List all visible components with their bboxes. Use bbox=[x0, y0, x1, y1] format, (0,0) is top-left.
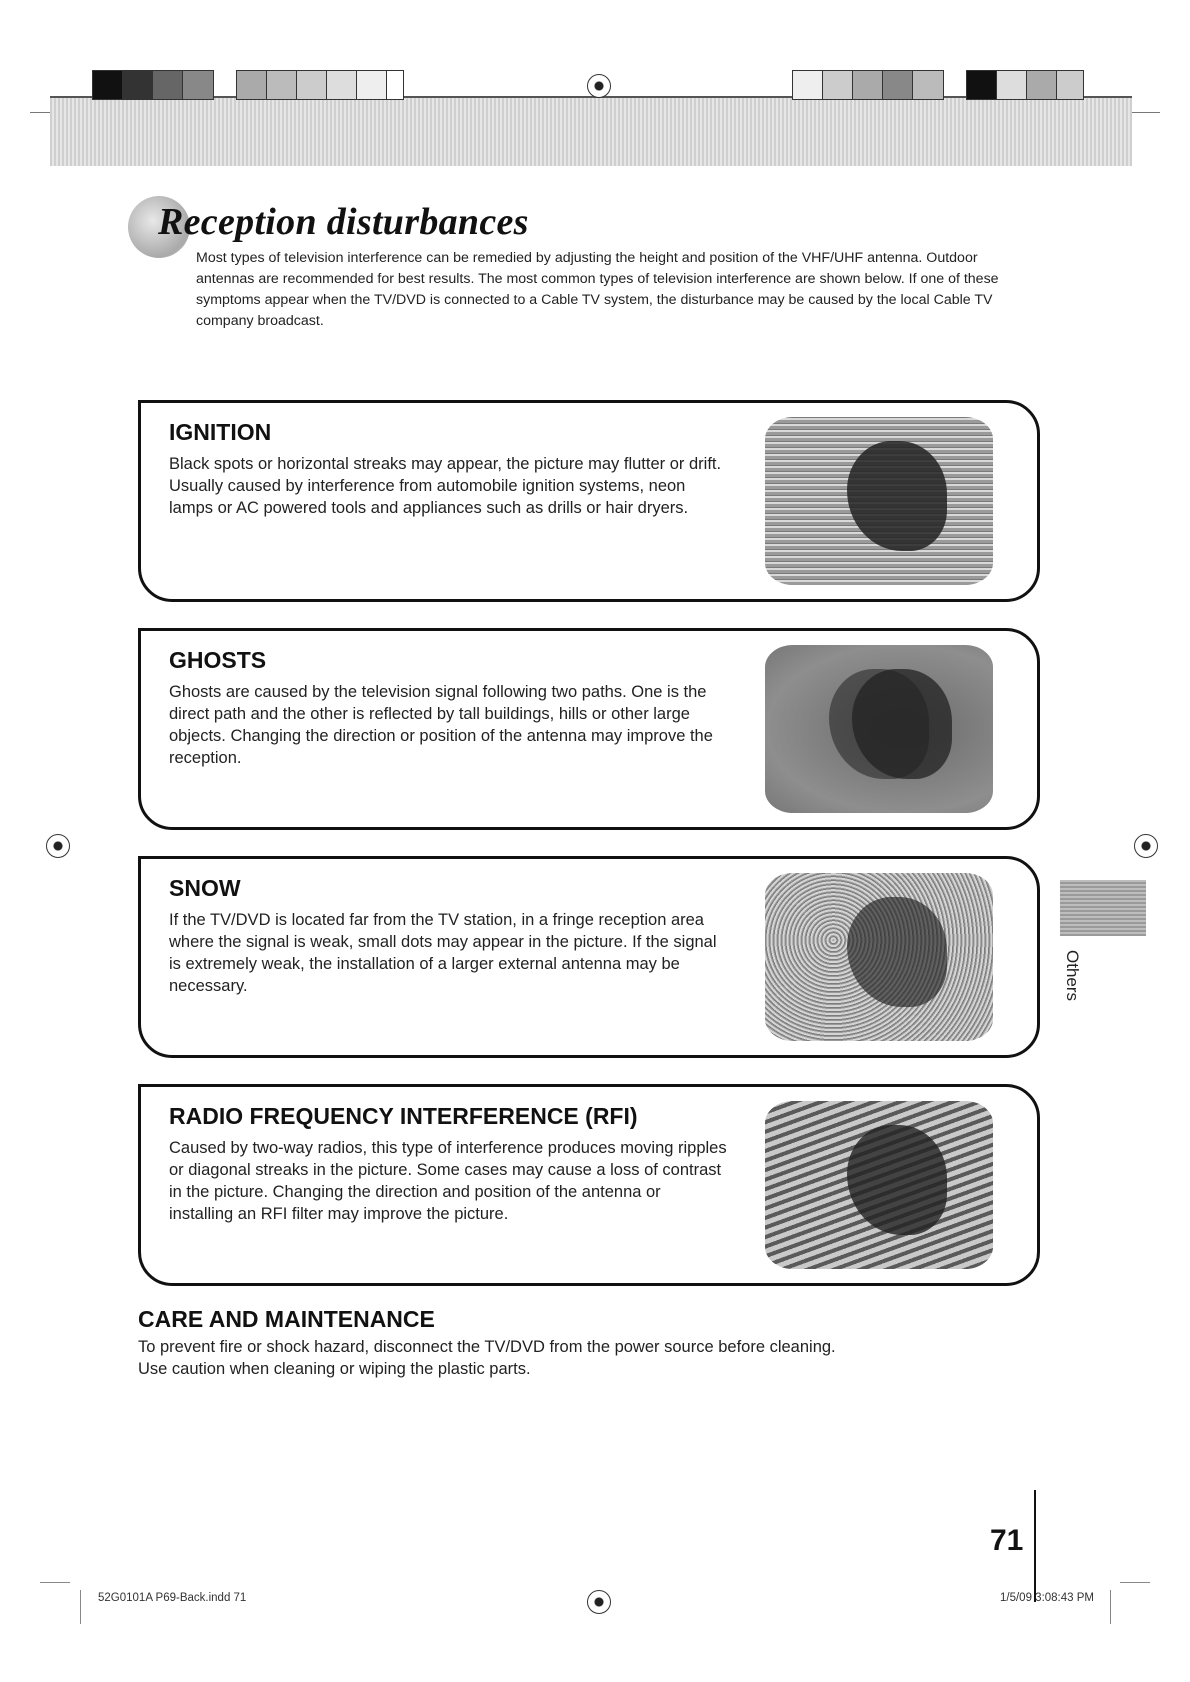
section-text: Ghosts are caused by the television signal following two paths. One is the direct path and the other is reflected by tall buildings, hills or other large objects. Changing the direction or position of the antenna may improve the reception. bbox=[169, 683, 713, 767]
side-tab bbox=[1060, 880, 1146, 936]
crop-mark bbox=[1110, 1590, 1111, 1624]
color-swatch bbox=[912, 70, 944, 100]
section-heading: RADIO FREQUENCY INTERFERENCE (RFI) bbox=[169, 1103, 638, 1129]
section-text: If the TV/DVD is located far from the TV station, in a fringe reception area where the signal is weak, small dots may appear in the picture. If the signal is extremely weak, the installation of a larger external antenna may be necessary. bbox=[169, 911, 717, 995]
registration-mark-icon bbox=[587, 1590, 611, 1614]
crop-mark bbox=[80, 1590, 81, 1624]
section-card-rfi bbox=[138, 1084, 1040, 1286]
color-swatch bbox=[266, 70, 298, 100]
ghost-face-image bbox=[847, 1125, 947, 1236]
header-band bbox=[50, 96, 1132, 166]
registration-mark-icon bbox=[1134, 834, 1158, 858]
ghost-face-image bbox=[847, 441, 947, 552]
page-number: 71 bbox=[990, 1524, 1024, 1557]
registration-mark-icon bbox=[587, 74, 611, 98]
color-swatch bbox=[92, 70, 124, 100]
page-title: Reception disturbances bbox=[158, 201, 529, 243]
color-swatch bbox=[882, 70, 914, 100]
tv-snow-image bbox=[765, 873, 993, 1041]
color-swatch bbox=[966, 70, 998, 100]
footer-timestamp: 1/5/09 3:08:43 PM bbox=[1000, 1592, 1094, 1604]
color-swatch bbox=[182, 70, 214, 100]
section-heading: IGNITION bbox=[169, 419, 272, 445]
care-heading: CARE AND MAINTENANCE bbox=[138, 1306, 435, 1332]
section-card-ignition bbox=[138, 400, 1040, 602]
color-swatch bbox=[822, 70, 854, 100]
section-heading: SNOW bbox=[169, 875, 241, 901]
color-swatch bbox=[326, 70, 358, 100]
section-text: Caused by two-way radios, this type of interference produces moving ripples or diagonal streaks in the picture. Some cases may cause a loss of contrast in the picture. Changing the direction and position of the antenna or installing an RFI filter may improve the picture. bbox=[169, 1139, 727, 1223]
color-swatch bbox=[996, 70, 1028, 100]
crop-mark bbox=[1120, 1582, 1150, 1583]
intro-paragraph: Most types of television interference can be remedied by adjusting the height and position of the VHF/UHF antenna. Outdoor antennas are recommended for best results. The most common types of television interference are shown below. If one of these symptoms appear when the TV/DVD is connected to a Cable TV system, the disturbance may be caused by the local Cable TV company broadcast. bbox=[196, 250, 999, 329]
care-text bbox=[138, 1336, 836, 1380]
color-swatch bbox=[852, 70, 884, 100]
color-swatch bbox=[122, 70, 154, 100]
ghost-face-image bbox=[847, 897, 947, 1008]
section-card-snow bbox=[138, 856, 1040, 1058]
care-line: Use caution when cleaning or wiping the plastic parts. bbox=[138, 1360, 531, 1378]
color-swatch bbox=[792, 70, 824, 100]
section-card-ghosts bbox=[138, 628, 1040, 830]
page-number-rule bbox=[1034, 1490, 1036, 1602]
color-swatch bbox=[296, 70, 328, 100]
care-line: To prevent fire or shock hazard, disconnect the TV/DVD from the power source before cleaning. bbox=[138, 1338, 836, 1356]
tv-rfi-image bbox=[765, 1101, 993, 1269]
color-swatch bbox=[236, 70, 268, 100]
color-swatch bbox=[386, 70, 404, 100]
color-swatch bbox=[1056, 70, 1084, 100]
color-swatch bbox=[152, 70, 184, 100]
registration-mark-icon bbox=[46, 834, 70, 858]
tv-ignition-image bbox=[765, 417, 993, 585]
color-swatch bbox=[356, 70, 388, 100]
side-tab-label: Others bbox=[1063, 950, 1082, 1002]
footer-file-info: 52G0101A P69-Back.indd 71 bbox=[98, 1592, 247, 1604]
tv-ghosts-image bbox=[765, 645, 993, 813]
section-heading: GHOSTS bbox=[169, 647, 267, 673]
crop-mark bbox=[40, 1582, 70, 1583]
color-swatch bbox=[1026, 70, 1058, 100]
section-text: Black spots or horizontal streaks may appear, the picture may flutter or drift. Usually caused by interference from automobile ignition systems, neon lamps or AC powered tools and appliances such as drills or hair dryers. bbox=[169, 455, 722, 517]
